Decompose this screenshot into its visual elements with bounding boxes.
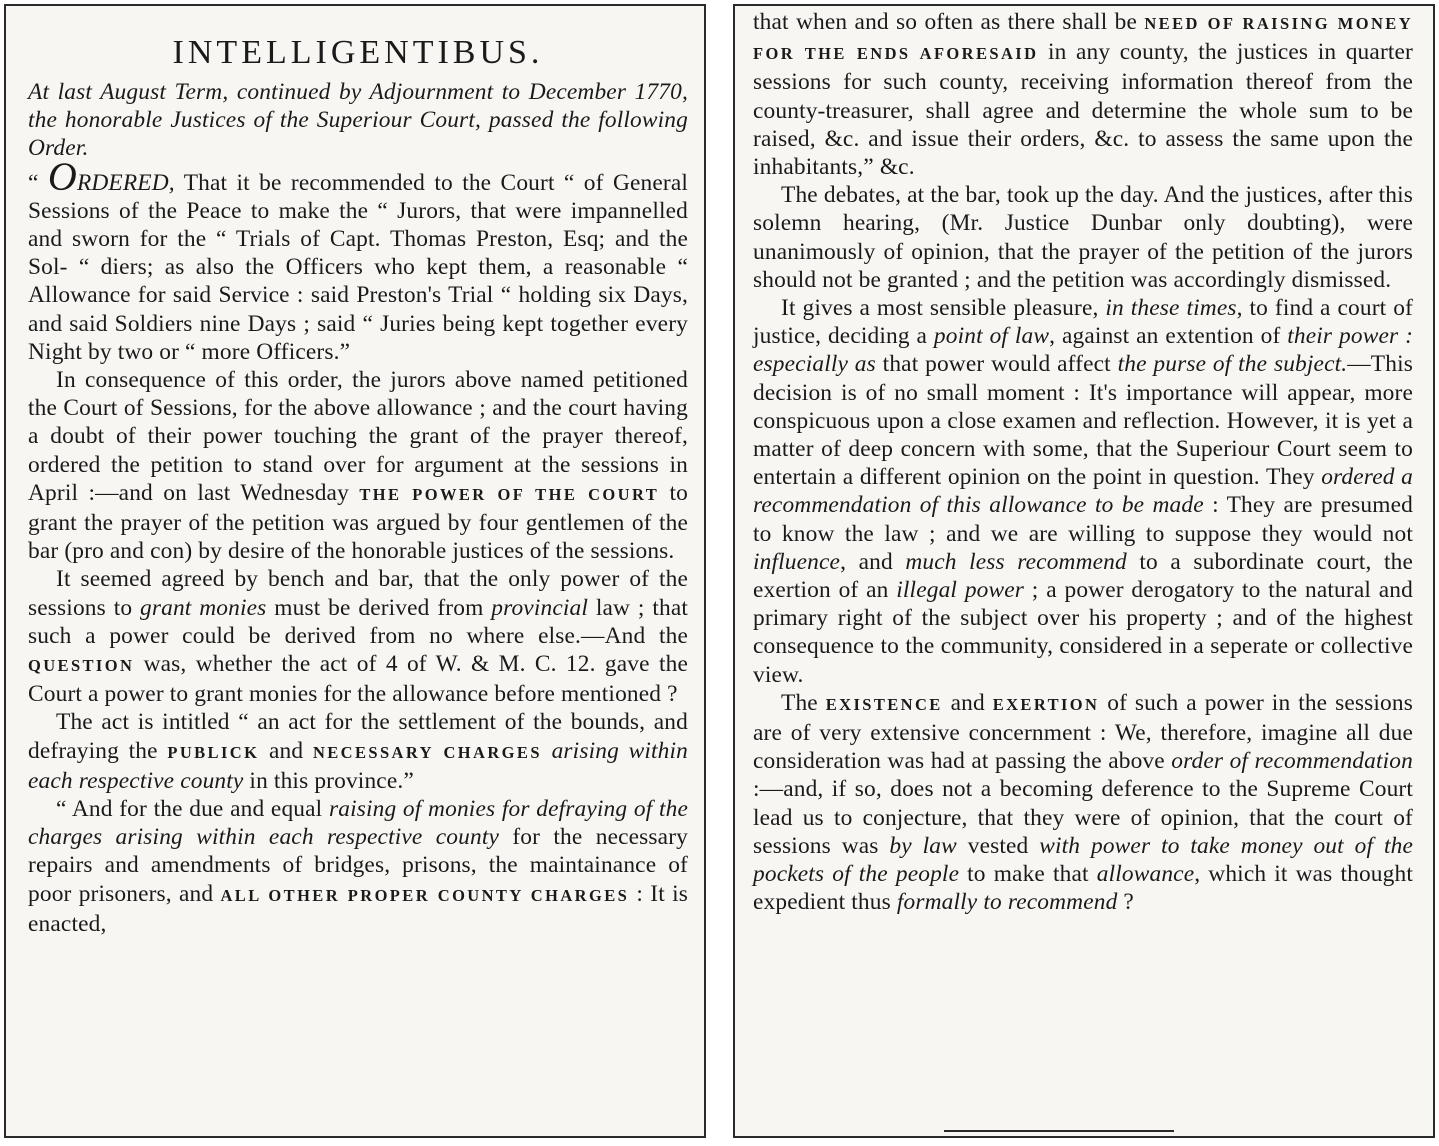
- italic-run: formally to recommend: [896, 889, 1118, 916]
- paragraph-existence: [753, 689, 1413, 917]
- smallcaps-run: QUESTION: [28, 656, 135, 676]
- order-text: That it be recommended to the Court “ of General Sessions of the Peace to make the “ Jurors, that were impannelled and sworn for the “ Trials of Capt. Thomas Preston, Esq; and the Sol- “ diers; as also the Officers who kept them, a reasonable “ Allowance for said Service : said Preston's Trial “ holding six Days, and said Soldiers nine Days ; said “ Juries being kept together every Night by two or “ more Officers.”: [28, 169, 689, 365]
- italic-run: their power : especially as: [753, 323, 1414, 378]
- text-run: ?: [1117, 889, 1134, 916]
- ordered-word: RDERED,: [76, 169, 175, 196]
- text-run: that power would affect: [875, 351, 1118, 378]
- paragraph-continuation: [753, 8, 1413, 181]
- smallcaps-run: PUBLICK: [167, 742, 260, 762]
- paragraph-act-title: [28, 708, 688, 795]
- text-run: in any county, the justices in quarter sessions for such county, receiving information thereof from the county-treasurer, shall agree and determine the whole sum to be raised, &c. and issue their orders, &c. to assess the same upon the inhabitants,” &c.: [753, 39, 1413, 181]
- order-paragraph: [28, 153, 689, 366]
- text-run: , which it was thought expedient thus: [753, 861, 1413, 916]
- italic-run: the purse of the subject.: [1117, 351, 1348, 378]
- left-column: [4, 4, 706, 1138]
- closing-rule: [944, 1130, 1174, 1132]
- text-run: vested: [956, 832, 1040, 859]
- text-run: that when and so often as there shall be: [753, 9, 1145, 35]
- paragraph-bench-bar: [28, 565, 688, 708]
- smallcaps-run: THE POWER OF THE COURT: [359, 484, 660, 504]
- italic-run: influence: [753, 548, 841, 575]
- text-run: It seemed agreed by bench and bar, that the only power of the sessions to: [28, 566, 688, 621]
- paragraph-pleasure: [753, 294, 1413, 689]
- italic-run: raising of monies for defraying of the charges arising within each respective county: [28, 796, 688, 851]
- text-run: , against an extention of: [1049, 323, 1288, 350]
- italic-run: illegal power: [896, 577, 1025, 604]
- text-run: ; a power derogatory to the natural and primary right of the subject over his property ; and of the highest consequence to the community, considered in a seperate or collective view.: [753, 577, 1413, 688]
- italic-run: allowance: [1096, 861, 1195, 888]
- text-run: must be derived from: [266, 594, 492, 621]
- drop-cap: O: [47, 153, 77, 199]
- text-run: The: [781, 689, 826, 716]
- paragraph-debates: The debates, at the bar, took up the day. And the justices, after this solemn hearing, (Mr. Justice Dunbar only doubting), were unanimously of opinion, that the prayer of the petition of the jurors should not be granted ; and the petition was accordingly dismissed.: [753, 182, 1413, 293]
- italic-run: grant monies: [140, 594, 267, 621]
- text-run: to a subordinate court, the exertion of an: [753, 548, 1414, 604]
- intro-note: At last August Term, continued by Adjournment to December 1770, the honorable Justices of the Superiour Court, passed the following Order.: [28, 79, 688, 162]
- text-run: in this province.”: [243, 767, 414, 794]
- italic-run: provincial: [491, 594, 589, 621]
- quote-mark: “: [28, 169, 48, 196]
- paragraph-act-quote: [28, 795, 688, 938]
- italic-run: much less recommend: [905, 548, 1127, 575]
- text-run: to make that: [959, 861, 1097, 888]
- italic-run: by law: [889, 832, 957, 859]
- italic-run: order of recommendation: [1171, 748, 1413, 775]
- text-run: of such a power in the sessions are of very extensive concernment : We, therefore, imagine all due consideration was had at passing the above: [753, 689, 1413, 775]
- smallcaps-run: ALL OTHER PROPER COUNTY CHARGES: [220, 885, 630, 905]
- text-run: and: [259, 737, 313, 764]
- italic-run: with power to take money out of the pockets of the people: [753, 832, 1414, 888]
- smallcaps-run: EXERTION: [992, 694, 1100, 714]
- text-run: was, whether the act of 4 of W. & M. C. 12. gave the Court a power to grant monies for the allowance before mentioned ?: [28, 651, 688, 708]
- text-run: —This decision is of no small moment : It's importance will appear, more conspicuous upon a close examen and reflection. However, it is yet a matter of deep concern with some, that the Superiour Court seem to entertain a different opinion on the point in question. They: [753, 351, 1413, 491]
- smallcaps-run: NEED OF RAISING MONEY FOR THE ENDS AFORESAID: [753, 14, 1414, 64]
- text-run: It gives a most sensible pleasure,: [781, 295, 1106, 322]
- text-run: , and: [840, 548, 906, 575]
- text-run: law ; that such a power could be derived from no where else.—And the: [28, 594, 689, 649]
- text-run: to grant the prayer of the petition was argued by four gentlemen of the bar (pro and con) by desire of the honorable justices of the sessions.: [28, 479, 688, 565]
- text-run: : It is enacted,: [28, 880, 689, 937]
- smallcaps-run: EXISTENCE: [825, 694, 943, 714]
- text-run: :—and, if so, does not a becoming deference to the Supreme Court lead us to conjecture, that they were of opinion, that the court of sessions was: [753, 776, 1413, 859]
- text-run: , to find a court of justice, deciding a: [753, 295, 1413, 350]
- text-run: : They are presumed to know the law ; and we are willing to suppose they would not: [753, 492, 1413, 547]
- italic-run: arising within each respective county: [28, 737, 688, 794]
- italic-run: ordered a recommendation of this allowance to be made: [753, 464, 1413, 519]
- right-column: [733, 4, 1435, 1138]
- text-run: and: [942, 689, 993, 716]
- smallcaps-run: NECESSARY CHARGES: [312, 742, 542, 762]
- paragraph-consequence: [28, 366, 688, 565]
- italic-run: in these times: [1105, 295, 1237, 322]
- masthead-title: INTELLIGENTIBUS.: [172, 34, 544, 71]
- italic-run: point of law: [933, 323, 1050, 350]
- text-run: The act is intitled “ an act for the settlement of the bounds, and defraying the: [28, 709, 688, 764]
- text-run: “ And for the due and equal: [56, 796, 329, 823]
- text-run: for the necessary repairs and amendments of bridges, prisons, the maintainance of poor prisoners, and: [28, 824, 688, 907]
- text-run: In consequence of this order, the jurors above named petitioned the Court of Sessions, for the above allowance ; and the court having a doubt of their power touching the grant of the prayer thereof, ordered the petition to stand over for argument at the sessions in April :—and on last Wednesday: [28, 367, 688, 506]
